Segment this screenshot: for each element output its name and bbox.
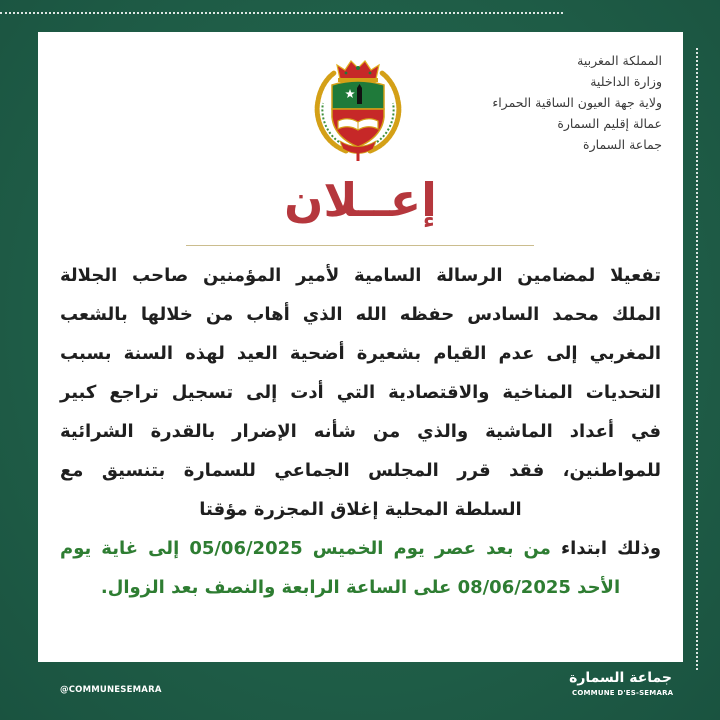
announcement-card bbox=[38, 32, 683, 662]
date-start-highlight: من بعد عصر يوم الخميس 05/06/2025 إلى غاية يوم bbox=[60, 538, 551, 559]
brand-arabic-name: جماعة السمارة bbox=[569, 670, 672, 686]
commune-brand-logo bbox=[569, 669, 674, 699]
date-line-end bbox=[60, 568, 661, 607]
institution-header bbox=[492, 50, 662, 155]
body-line: الملك محمد السادس حفظه الله الذي أهاب من خلالها بالشعب bbox=[60, 304, 661, 325]
header-line-ministry: وزارة الداخلية bbox=[590, 74, 662, 89]
announcement-body bbox=[60, 256, 661, 607]
header-line-province: عمالة إقليم السمارة bbox=[557, 116, 662, 131]
body-line: للمواطنين، فقد قرر المجلس الجماعي للسمارة بتنسيق مع bbox=[60, 460, 661, 481]
brand-french-name: COMMUNE D'ES-SEMARA bbox=[572, 689, 674, 697]
body-line: التحديات المناخية والاقتصادية التي أدت إلى تسجيل تراجع كبير bbox=[60, 382, 661, 403]
date-line-start bbox=[60, 529, 661, 568]
crown-icon bbox=[337, 61, 379, 82]
announcement-title: إعــلان bbox=[284, 173, 437, 227]
header-line-kingdom: المملكة المغربية bbox=[577, 53, 662, 68]
right-dotted-line bbox=[696, 48, 698, 670]
body-line: المغربي إلى عدم القيام بشعيرة أضحية العيد لهذه السنة بسبب bbox=[60, 343, 661, 364]
social-handle: @COMMUNESEMARA bbox=[60, 685, 162, 695]
body-line: في أعداد الماشية والذي من شأنه الإضرار بالقدرة الشرائية bbox=[60, 421, 661, 442]
body-line: تفعيلا لمضامين الرسالة السامية لأمير المؤمنين صاحب الجلالة bbox=[60, 265, 661, 286]
body-line-closing: السلطة المحلية إغلاق المجزرة مؤقتا bbox=[199, 499, 522, 520]
top-dotted-line bbox=[0, 12, 563, 14]
header-line-region: ولاية جهة العيون الساقية الحمراء bbox=[492, 95, 662, 110]
minaret-icon bbox=[357, 84, 362, 104]
commune-emblem-icon bbox=[310, 57, 406, 161]
shield-icon bbox=[332, 81, 384, 147]
header-line-commune: جماعة السمارة bbox=[583, 137, 662, 152]
date-end-highlight: الأحد 08/06/2025 على الساعة الرابعة والنصف بعد الزوال. bbox=[100, 577, 621, 598]
date-line-intro: وذلك ابتداء bbox=[560, 538, 662, 559]
gold-divider bbox=[186, 245, 534, 246]
